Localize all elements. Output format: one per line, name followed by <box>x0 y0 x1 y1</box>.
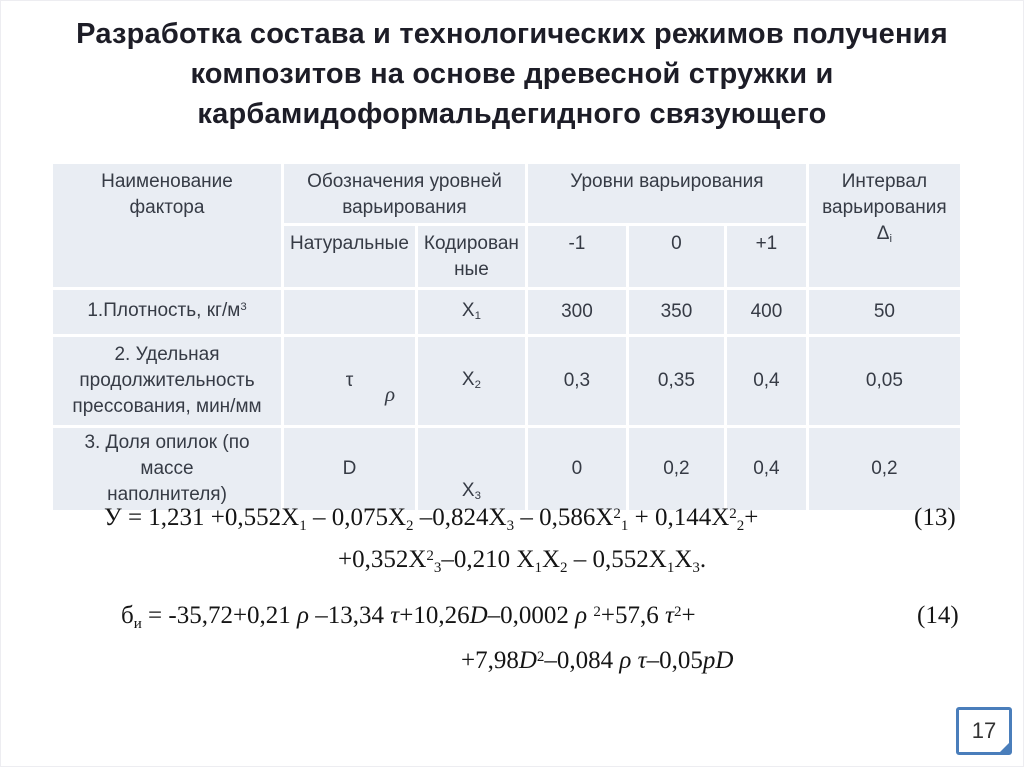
page-number: 17 <box>971 718 997 743</box>
equation-14-line-2: $+7,98D^2-0,084$ ρ τ–0,05pD <box>461 647 734 674</box>
header-cell-natural: Натуральные <box>284 226 415 287</box>
cell-factor: 3. Доля опилок (по массе наполнителя) <box>53 428 281 510</box>
table-row <box>53 428 960 510</box>
page-number-badge <box>956 707 1012 755</box>
header-cell-factor: Наименование фактора <box>53 164 281 287</box>
equation-13-line-1: У = 1,231 +0,552X1 – 0,075X2 $-0,824X3 - 0,586X^21 + 0,144X^22+$ <box>104 504 759 534</box>
cell-coded: X2 <box>418 337 525 425</box>
cell-plus1: 400 <box>727 290 806 334</box>
cell-factor: 2. Удельная продолжительность прессования, мин/мм <box>53 337 281 425</box>
header-cell-coded: Кодирован ные <box>418 226 525 287</box>
header-cell-levels: Уровни варьирования <box>528 164 806 223</box>
equation-13-line-2: $+0,352X^23-0,210$ X1X2 – 0,552X1X3. <box>338 546 707 576</box>
factors-table <box>50 161 963 513</box>
equation-14-line-1: би = -35,72+0,21 ρ –13,34 τ+10,26D–0,0002 ρ $^2$+57,6 $\tau^2+$ <box>121 602 696 632</box>
cell-zero: 0,35 <box>629 337 724 425</box>
cell-minus1: 0 <box>528 428 626 510</box>
header-cell-zero: 0 <box>629 226 724 287</box>
header-cell-designations: Обозначения уровней варьирования <box>284 164 525 223</box>
table-header-row-1 <box>53 164 960 223</box>
cell-plus1: 0,4 <box>727 337 806 425</box>
table-row <box>53 337 960 425</box>
slide-title-line: Разработка состава и технологических режимов получения <box>76 18 948 50</box>
slide-title <box>31 14 993 134</box>
cell-natural <box>284 290 415 334</box>
header-cell-minus1: -1 <box>528 226 626 287</box>
cell-coded: X3 <box>418 428 525 510</box>
slide-title-line: композитов на основе древесной стружки и <box>190 58 834 90</box>
table-row <box>53 290 960 334</box>
cell-minus1: 300 <box>528 290 626 334</box>
cell-zero: 0,2 <box>629 428 724 510</box>
cell-plus1: 0,4 <box>727 428 806 510</box>
equation-13-number: (13) <box>914 504 956 531</box>
folded-corner-icon <box>999 742 1010 753</box>
header-cell-interval: Интервал варьирования Δi <box>809 164 960 287</box>
cell-interval: 50 <box>809 290 960 334</box>
cell-natural: τ <box>284 337 415 425</box>
rho-symbol: ρ <box>385 382 396 406</box>
cell-zero: 350 <box>629 290 724 334</box>
header-cell-plus1: +1 <box>727 226 806 287</box>
cell-coded: X1 <box>418 290 525 334</box>
cell-interval: 0,05 <box>809 337 960 425</box>
cell-natural: D <box>284 428 415 510</box>
slide-title-line: карбамидоформальдегидного связующего <box>197 98 827 130</box>
cell-interval: 0,2 <box>809 428 960 510</box>
cell-minus1: 0,3 <box>528 337 626 425</box>
cell-factor: 1.Плотность, $кг/м^3$ <box>53 290 281 334</box>
equation-14-number: (14) <box>917 602 959 629</box>
